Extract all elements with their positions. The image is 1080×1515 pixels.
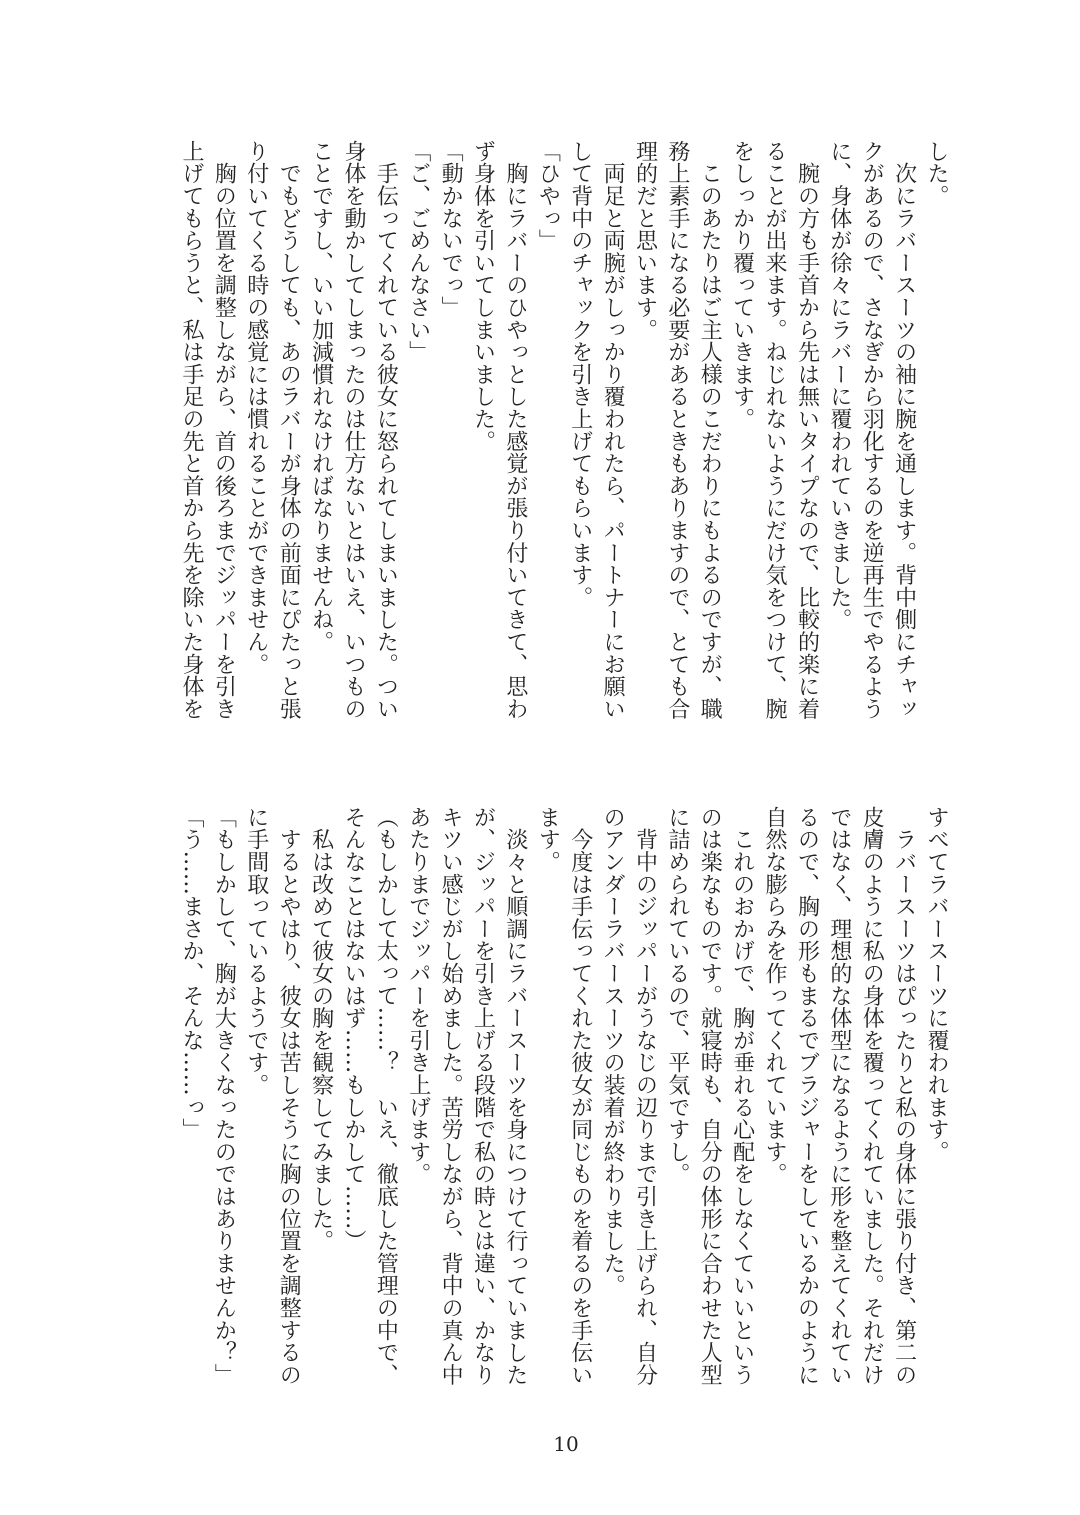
text-line: に、身体が徐々にラバーに覆われていきました。	[826, 140, 852, 631]
text-line: 自然な膨らみを作ってくれています。	[762, 806, 788, 1186]
text-line: 「動かないでっ」	[438, 140, 464, 319]
page-number: 10	[553, 1432, 579, 1456]
text-line: 「もしかして、胸が大きくなったのではありませんか？」	[211, 806, 237, 1386]
text-line: に詰められているので、平気ですし。	[664, 806, 690, 1186]
top-text-block	[175, 140, 952, 735]
text-line: 上げてもらうと、私は手足の先と首から先を除いた身体を	[179, 140, 205, 720]
text-line: ではなく、理想的な体型になるように形を整えてくれてい	[826, 806, 852, 1386]
text-line: 「ひやっ」	[535, 140, 561, 252]
text-line: クがあるので、さなぎから羽化するのを逆再生でやるよう	[859, 140, 885, 720]
text-line: でもどうしても、あのラバーが身体の前面にぴたっと張	[276, 140, 302, 720]
text-line: ことですし、いい加減慣れなければなりませんね。	[308, 140, 334, 653]
text-line: のアンダーラバースーツの装着が終わりました。	[600, 806, 626, 1297]
text-line: 務上素手になる必要があるときもありますので、とても合	[664, 140, 690, 720]
text-line: ず身体を引いてしまいました。	[470, 140, 496, 453]
text-line: 身体を動かしてしまったのは仕方ないとはいえ、いつもの	[340, 140, 366, 720]
text-line: （もしかして太って……？ いえ、徹底した管理の中で、	[373, 806, 399, 1386]
text-line: ます。	[535, 806, 561, 873]
text-line: 手伝ってくれている彼女に怒られてしまいました。つい	[373, 140, 399, 720]
text-line: 「う……まさか、そんな……っ」	[179, 806, 205, 1141]
text-line: 胸にラバーのひやっとした感覚が張り付いてきて、思わ	[502, 140, 528, 720]
text-line: すべてラバースーツに覆われます。	[924, 806, 949, 1163]
text-line: 皮膚のように私の身体を覆ってくれていました。それだけ	[859, 806, 885, 1386]
bottom-text-block	[175, 806, 952, 1401]
text-line: 腕の方も手首から先は無いタイプなので、比較的楽に着	[794, 140, 820, 720]
text-line: した。	[924, 140, 949, 207]
text-line: のは楽なものです。就寝時も、自分の体形に合わせた人型	[697, 806, 723, 1386]
text-line: キツい感じがし始めました。苦労しながら、背中の真ん中	[438, 806, 464, 1386]
text-line: るので、胸の形もまるでブラジャーをしているかのように	[794, 806, 820, 1386]
text-line: が、ジッパーを引き上げる段階で私の時とは違い、かなり	[470, 806, 496, 1386]
text-line: 今度は手伝ってくれた彼女が同じものを着るのを手伝い	[567, 806, 593, 1386]
text-line: そんなことはないはず……もしかして……）	[340, 806, 366, 1252]
text-line: これのおかげで、胸が垂れる心配をしなくていいという	[729, 806, 755, 1386]
text-line: ラバースーツはぴったりと私の身体に張り付き、第二の	[891, 806, 917, 1386]
text-line: 「ご、ごめんなさい」	[405, 140, 431, 363]
text-line: あたりまでジッパーを引き上げます。	[405, 806, 431, 1186]
text-line: して背中のチャックを引き上げてもらいます。	[567, 140, 593, 609]
text-line: 淡々と順調にラバースーツを身につけて行っていました	[502, 806, 528, 1386]
text-line: ることが出来ます。ねじれないようにだけ気をつけて、腕	[762, 140, 788, 720]
text-line: するとやはり、彼女は苦しそうに胸の位置を調整するの	[276, 806, 302, 1386]
text-line: 理的だと思います。	[632, 140, 658, 341]
text-line: 背中のジッパーがうなじの辺りまで引き上げられ、自分	[632, 806, 658, 1386]
text-line: り付いてくる時の感覚には慣れることができません。	[243, 140, 269, 676]
text-line: 両足と両腕がしっかり覆われたら、パートナーにお願い	[600, 140, 626, 720]
text-line: をしっかり覆っていきます。	[729, 140, 755, 430]
text-line: 私は改めて彼女の胸を観察してみました。	[308, 806, 334, 1252]
text-line: 胸の位置を調整しながら、首の後ろまでジッパーを引き	[211, 140, 237, 720]
text-line: に手間取っているようです。	[243, 806, 269, 1096]
text-line: このあたりはご主人様のこだわりにもよるのですが、職	[697, 140, 723, 720]
text-line: 次にラバースーツの袖に腕を通します。背中側にチャッ	[891, 140, 917, 720]
